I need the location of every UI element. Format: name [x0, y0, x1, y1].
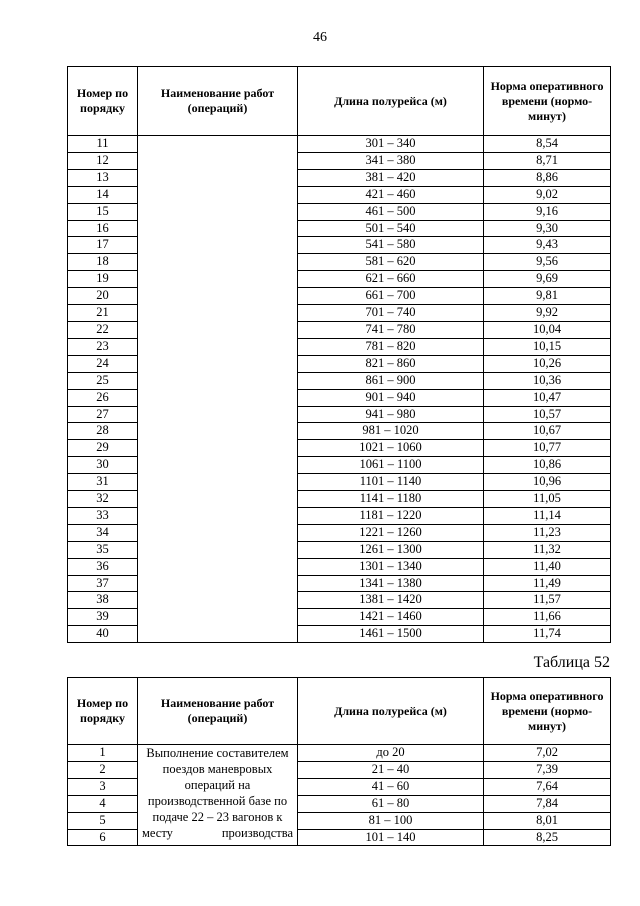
cell-time-norm: 11,14: [484, 507, 611, 524]
cell-time-norm: 10,26: [484, 355, 611, 372]
cell-half-run-length: 41 – 60: [298, 778, 484, 795]
cell-time-norm: 9,69: [484, 271, 611, 288]
cell-operation-name: Выполнение составителем поездов маневровых операций на производственной базе по подаче 22 – 23 вагонов к месту производства: [138, 745, 298, 846]
cell-time-norm: 11,74: [484, 626, 611, 643]
cell-number: 12: [68, 152, 138, 169]
cell-number: 2: [68, 761, 138, 778]
cell-half-run-length: 581 – 620: [298, 254, 484, 271]
table-body: [68, 136, 611, 643]
header-half-run-length: Длина полурейса (м): [298, 67, 484, 136]
header-number: Номер по порядку: [68, 678, 138, 745]
header-time-norm: Норма оперативного времени (нормо-минут): [484, 678, 611, 745]
cell-time-norm: 9,92: [484, 305, 611, 322]
cell-number: 35: [68, 541, 138, 558]
cell-number: 33: [68, 507, 138, 524]
cell-number: 25: [68, 372, 138, 389]
cell-half-run-length: 781 – 820: [298, 338, 484, 355]
norm-table-52: [67, 677, 611, 846]
cell-half-run-length: 381 – 420: [298, 169, 484, 186]
cell-number: 31: [68, 474, 138, 491]
cell-number: 16: [68, 220, 138, 237]
cell-number: 29: [68, 440, 138, 457]
cell-time-norm: 11,40: [484, 558, 611, 575]
cell-half-run-length: 941 – 980: [298, 406, 484, 423]
cell-number: 15: [68, 203, 138, 220]
cell-time-norm: 9,56: [484, 254, 611, 271]
cell-half-run-length: 901 – 940: [298, 389, 484, 406]
cell-time-norm: 10,57: [484, 406, 611, 423]
cell-time-norm: 10,96: [484, 474, 611, 491]
cell-half-run-length: 1141 – 1180: [298, 491, 484, 508]
cell-number: 19: [68, 271, 138, 288]
cell-time-norm: 10,04: [484, 321, 611, 338]
cell-half-run-length: 821 – 860: [298, 355, 484, 372]
cell-number: 21: [68, 305, 138, 322]
cell-half-run-length: 21 – 40: [298, 761, 484, 778]
cell-number: 5: [68, 812, 138, 829]
cell-half-run-length: 1101 – 1140: [298, 474, 484, 491]
cell-time-norm: 10,86: [484, 457, 611, 474]
cell-time-norm: 10,47: [484, 389, 611, 406]
cell-time-norm: 9,81: [484, 288, 611, 305]
cell-time-norm: 9,16: [484, 203, 611, 220]
header-half-run-length: Длина полурейса (м): [298, 678, 484, 745]
cell-time-norm: 7,64: [484, 778, 611, 795]
cell-number: 23: [68, 338, 138, 355]
table-header-row: [68, 67, 611, 136]
cell-time-norm: 10,36: [484, 372, 611, 389]
header-time-norm: Норма оперативного времени (нормо-минут): [484, 67, 611, 136]
cell-time-norm: 11,32: [484, 541, 611, 558]
cell-half-run-length: 1221 – 1260: [298, 524, 484, 541]
cell-number: 22: [68, 321, 138, 338]
cell-time-norm: 11,49: [484, 575, 611, 592]
cell-number: 14: [68, 186, 138, 203]
cell-half-run-length: 81 – 100: [298, 812, 484, 829]
header-number: Номер по порядку: [68, 67, 138, 136]
cell-number: 32: [68, 491, 138, 508]
cell-time-norm: 9,43: [484, 237, 611, 254]
cell-number: 26: [68, 389, 138, 406]
cell-time-norm: 11,57: [484, 592, 611, 609]
cell-number: 37: [68, 575, 138, 592]
cell-half-run-length: 1181 – 1220: [298, 507, 484, 524]
page-number: 46: [313, 30, 327, 45]
cell-half-run-length: 501 – 540: [298, 220, 484, 237]
cell-number: 27: [68, 406, 138, 423]
cell-half-run-length: 461 – 500: [298, 203, 484, 220]
cell-half-run-length: 341 – 380: [298, 152, 484, 169]
header-operation-name: Наименование работ (операций): [138, 678, 298, 745]
cell-number: 30: [68, 457, 138, 474]
norm-table-continued: [67, 66, 611, 643]
cell-half-run-length: 301 – 340: [298, 136, 484, 153]
cell-half-run-length: 421 – 460: [298, 186, 484, 203]
table-body: [68, 745, 611, 846]
cell-number: 36: [68, 558, 138, 575]
cell-half-run-length: 661 – 700: [298, 288, 484, 305]
cell-time-norm: 11,05: [484, 491, 611, 508]
table-header-row: [68, 678, 611, 745]
cell-number: 40: [68, 626, 138, 643]
cell-number: 6: [68, 829, 138, 846]
cell-time-norm: 9,30: [484, 220, 611, 237]
cell-half-run-length: 1421 – 1460: [298, 609, 484, 626]
cell-operation-name: [138, 136, 298, 643]
cell-number: 38: [68, 592, 138, 609]
cell-half-run-length: 1301 – 1340: [298, 558, 484, 575]
cell-number: 18: [68, 254, 138, 271]
cell-time-norm: 8,01: [484, 812, 611, 829]
cell-half-run-length: 1461 – 1500: [298, 626, 484, 643]
cell-time-norm: 9,02: [484, 186, 611, 203]
cell-time-norm: 7,39: [484, 761, 611, 778]
cell-number: 3: [68, 778, 138, 795]
cell-half-run-length: 101 – 140: [298, 829, 484, 846]
cell-number: 17: [68, 237, 138, 254]
cell-half-run-length: 61 – 80: [298, 795, 484, 812]
cell-half-run-length: 621 – 660: [298, 271, 484, 288]
cell-time-norm: 7,02: [484, 745, 611, 762]
cell-half-run-length: до 20: [298, 745, 484, 762]
table-row: [68, 136, 611, 153]
cell-number: 1: [68, 745, 138, 762]
cell-time-norm: 8,71: [484, 152, 611, 169]
cell-half-run-length: 701 – 740: [298, 305, 484, 322]
cell-half-run-length: 1341 – 1380: [298, 575, 484, 592]
table-row: [68, 745, 611, 762]
cell-number: 28: [68, 423, 138, 440]
cell-time-norm: 10,77: [484, 440, 611, 457]
table-caption: Таблица 52: [533, 654, 610, 671]
cell-time-norm: 8,86: [484, 169, 611, 186]
cell-number: 4: [68, 795, 138, 812]
cell-number: 34: [68, 524, 138, 541]
cell-time-norm: 8,25: [484, 829, 611, 846]
cell-half-run-length: 1061 – 1100: [298, 457, 484, 474]
cell-number: 39: [68, 609, 138, 626]
cell-half-run-length: 1381 – 1420: [298, 592, 484, 609]
cell-half-run-length: 1021 – 1060: [298, 440, 484, 457]
header-operation-name: Наименование работ (операций): [138, 67, 298, 136]
cell-half-run-length: 1261 – 1300: [298, 541, 484, 558]
cell-time-norm: 11,23: [484, 524, 611, 541]
cell-time-norm: 7,84: [484, 795, 611, 812]
cell-time-norm: 10,67: [484, 423, 611, 440]
cell-number: 20: [68, 288, 138, 305]
cell-number: 13: [68, 169, 138, 186]
cell-half-run-length: 741 – 780: [298, 321, 484, 338]
cell-number: 24: [68, 355, 138, 372]
cell-time-norm: 10,15: [484, 338, 611, 355]
cell-half-run-length: 981 – 1020: [298, 423, 484, 440]
cell-time-norm: 11,66: [484, 609, 611, 626]
cell-half-run-length: 541 – 580: [298, 237, 484, 254]
cell-number: 11: [68, 136, 138, 153]
cell-half-run-length: 861 – 900: [298, 372, 484, 389]
cell-time-norm: 8,54: [484, 136, 611, 153]
